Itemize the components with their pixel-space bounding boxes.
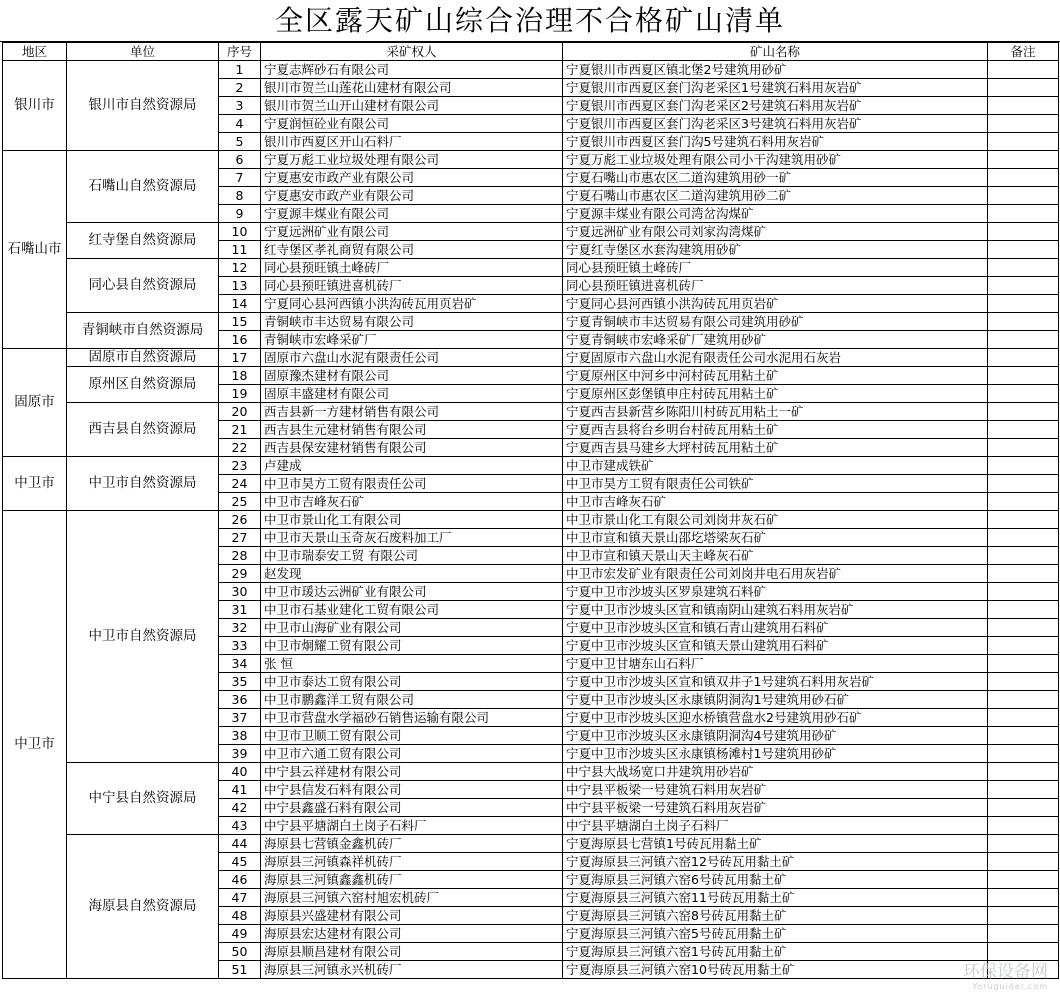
mine-cell: 宁夏红寺堡区水套沟建筑用砂矿 — [563, 241, 988, 259]
holder-cell: 中宁县云祥建材有限公司 — [261, 763, 563, 781]
mine-cell: 宁夏石嘴山市惠农区二道沟建筑用砂二矿 — [563, 187, 988, 205]
seq-cell: 36 — [219, 691, 261, 709]
holder-cell: 海原县三河镇鑫鑫机砖厂 — [261, 871, 563, 889]
note-cell — [988, 763, 1059, 781]
note-cell — [988, 673, 1059, 691]
seq-cell: 33 — [219, 637, 261, 655]
note-cell — [988, 403, 1059, 421]
holder-cell: 中卫市石基业建化工贸有限公司 — [261, 601, 563, 619]
mine-cell: 宁夏中卫市沙坡头区永康镇阴洞沟4号建筑用砂矿 — [563, 727, 988, 745]
holder-cell: 宁夏惠安市政产业有限公司 — [261, 169, 563, 187]
mine-cell: 中宁县平塘湖白土岗子石料厂 — [563, 817, 988, 835]
seq-cell: 42 — [219, 799, 261, 817]
mine-cell: 中宁县平板梁一号建筑石料用灰岩矿 — [563, 781, 988, 799]
seq-cell: 3 — [219, 97, 261, 115]
unit-cell: 青铜峡市自然资源局 — [67, 313, 219, 349]
holder-cell: 宁夏远洲矿业有限公司 — [261, 223, 563, 241]
holder-cell: 银川市贺兰山开山建材有限公司 — [261, 97, 563, 115]
holder-cell: 中卫市吉峰灰石矿 — [261, 493, 563, 511]
note-cell — [988, 709, 1059, 727]
holder-cell: 固原豫杰建材有限公司 — [261, 367, 563, 385]
seq-cell: 17 — [219, 349, 261, 367]
mine-cell: 中卫市吉峰灰石矿 — [563, 493, 988, 511]
mine-cell: 宁夏西吉县将台乡明台村砖瓦用粘土矿 — [563, 421, 988, 439]
page-title: 全区露天矿山综合治理不合格矿山清单 — [0, 0, 1060, 42]
mine-cell: 中卫市昊方工贸有限责任公司铁矿 — [563, 475, 988, 493]
holder-cell: 西吉县保安建材销售有限公司 — [261, 439, 563, 457]
seq-cell: 15 — [219, 313, 261, 331]
holder-cell: 宁夏志辉砂石有限公司 — [261, 61, 563, 79]
unit-cell: 红寺堡自然资源局 — [67, 223, 219, 259]
note-cell — [988, 655, 1059, 673]
note-cell — [988, 601, 1059, 619]
table-row — [3, 223, 1059, 241]
note-cell — [988, 223, 1059, 241]
mine-cell: 宁夏银川市西夏区镇北堡2号建筑用砂矿 — [563, 61, 988, 79]
mine-cell: 宁夏银川市西夏区套门沟5号建筑石料用灰岩矿 — [563, 133, 988, 151]
note-cell — [988, 277, 1059, 295]
mine-cell: 宁夏青铜峡市宏峰采矿厂建筑用砂矿 — [563, 331, 988, 349]
note-cell — [988, 187, 1059, 205]
note-cell — [988, 889, 1059, 907]
region-cell: 石嘴山市 — [3, 151, 67, 349]
mine-cell: 宁夏中卫市沙坡头区宣和镇双井子1号建筑石料用灰岩矿 — [563, 673, 988, 691]
note-cell — [988, 259, 1059, 277]
mine-cell: 中宁县大战场宽口井建筑用砂岩矿 — [563, 763, 988, 781]
holder-cell: 海原县宏达建材有限公司 — [261, 925, 563, 943]
note-cell — [988, 421, 1059, 439]
note-cell — [988, 529, 1059, 547]
note-cell — [988, 691, 1059, 709]
note-cell — [988, 97, 1059, 115]
unit-cell: 银川市自然资源局 — [67, 61, 219, 151]
mine-cell: 宁夏海原县三河镇六窑6号砖瓦用黏土矿 — [563, 871, 988, 889]
header-seq: 序号 — [219, 43, 261, 61]
note-cell — [988, 151, 1059, 169]
unit-cell: 西吉县自然资源局 — [67, 403, 219, 457]
holder-cell: 宁夏惠安市政产业有限公司 — [261, 187, 563, 205]
holder-cell: 中卫市泰达工贸有限公司 — [261, 673, 563, 691]
note-cell — [988, 439, 1059, 457]
holder-cell: 中卫市卫顺工贸有限公司 — [261, 727, 563, 745]
note-cell — [988, 331, 1059, 349]
seq-cell: 39 — [219, 745, 261, 763]
holder-cell: 卢建成 — [261, 457, 563, 475]
note-cell — [988, 907, 1059, 925]
mine-cell: 宁夏远洲矿业有限公司刘家沟湾煤矿 — [563, 223, 988, 241]
holder-cell: 青铜峡市丰达贸易有限公司 — [261, 313, 563, 331]
holder-cell: 银川市贺兰山莲花山建材有限公司 — [261, 79, 563, 97]
note-cell — [988, 565, 1059, 583]
mine-cell: 宁夏西吉县马建乡大坪村砖瓦用粘土矿 — [563, 439, 988, 457]
holder-cell: 中宁县平塘湖白土岗子石料厂 — [261, 817, 563, 835]
mine-cell: 宁夏原州区中河乡中河村砖瓦用粘土矿 — [563, 367, 988, 385]
mine-cell: 宁夏银川市西夏区套门沟老采区3号建筑石料用灰岩矿 — [563, 115, 988, 133]
note-cell — [988, 79, 1059, 97]
seq-cell: 47 — [219, 889, 261, 907]
mine-cell: 中卫市宣和镇天景山邵圪塔梁灰石矿 — [563, 529, 988, 547]
mine-cell: 宁夏海原县三河镇六窑8号砖瓦用黏土矿 — [563, 907, 988, 925]
holder-cell: 宁夏润恒砼业有限公司 — [261, 115, 563, 133]
seq-cell: 14 — [219, 295, 261, 313]
note-cell — [988, 727, 1059, 745]
region-cell: 固原市 — [3, 349, 67, 457]
seq-cell: 16 — [219, 331, 261, 349]
mine-cell: 宁夏石嘴山市惠农区二道沟建筑用砂一矿 — [563, 169, 988, 187]
table-row — [3, 511, 1059, 529]
table-row — [3, 763, 1059, 781]
holder-cell: 宁夏同心县河西镇小洪沟砖瓦用页岩矿 — [261, 295, 563, 313]
note-cell — [988, 637, 1059, 655]
note-cell — [988, 205, 1059, 223]
holder-cell: 青铜峡市宏峰采矿厂 — [261, 331, 563, 349]
mine-cell: 同心县预旺镇进喜机砖厂 — [563, 277, 988, 295]
seq-cell: 10 — [219, 223, 261, 241]
holder-cell: 中卫市瑞泰安工贸 有限公司 — [261, 547, 563, 565]
mine-cell: 中宁县平板梁一号建筑石料用灰岩矿 — [563, 799, 988, 817]
header-holder: 采矿权人 — [261, 43, 563, 61]
holder-cell: 海原县兴盛建材有限公司 — [261, 907, 563, 925]
holder-cell: 赵发现 — [261, 565, 563, 583]
holder-cell: 张 恒 — [261, 655, 563, 673]
holder-cell: 海原县顺昌建材有限公司 — [261, 943, 563, 961]
note-cell — [988, 313, 1059, 331]
table-row — [3, 151, 1059, 169]
table-row — [3, 61, 1059, 79]
seq-cell: 11 — [219, 241, 261, 259]
seq-cell: 9 — [219, 205, 261, 223]
region-cell: 中卫市 — [3, 457, 67, 511]
header-note: 备注 — [988, 43, 1059, 61]
seq-cell: 7 — [219, 169, 261, 187]
holder-cell: 西吉县生元建材销售有限公司 — [261, 421, 563, 439]
holder-cell: 红寺堡区孝礼商贸有限公司 — [261, 241, 563, 259]
seq-cell: 45 — [219, 853, 261, 871]
seq-cell: 13 — [219, 277, 261, 295]
seq-cell: 27 — [219, 529, 261, 547]
holder-cell: 银川市西夏区开山石料厂 — [261, 133, 563, 151]
header-unit: 单位 — [67, 43, 219, 61]
seq-cell: 1 — [219, 61, 261, 79]
mine-cell: 宁夏海原县三河镇六窑11号砖瓦用黏土矿 — [563, 889, 988, 907]
table-body — [3, 61, 1059, 979]
mine-cell: 宁夏原州区彭堡镇申庄村砖瓦用粘土矿 — [563, 385, 988, 403]
mine-cell: 宁夏中卫市沙坡头区永康镇杨滩村1号建筑用砂矿 — [563, 745, 988, 763]
mine-cell: 宁夏银川市西夏区套门沟老采区2号建筑石料用灰岩矿 — [563, 97, 988, 115]
holder-cell: 海原县七营镇金鑫机砖厂 — [261, 835, 563, 853]
holder-cell: 海原县三河镇森祥机砖厂 — [261, 853, 563, 871]
mine-cell: 中卫市宏发矿业有限责任公司刘岗井电石用灰岩矿 — [563, 565, 988, 583]
mine-cell: 宁夏源丰煤业有限公司湾岔沟煤矿 — [563, 205, 988, 223]
table-header-row — [3, 43, 1059, 61]
note-cell — [988, 925, 1059, 943]
seq-cell: 25 — [219, 493, 261, 511]
seq-cell: 24 — [219, 475, 261, 493]
note-cell — [988, 745, 1059, 763]
seq-cell: 40 — [219, 763, 261, 781]
seq-cell: 19 — [219, 385, 261, 403]
seq-cell: 41 — [219, 781, 261, 799]
seq-cell: 6 — [219, 151, 261, 169]
note-cell — [988, 871, 1059, 889]
mine-cell: 宁夏青铜峡市丰达贸易有限公司建筑用砂矿 — [563, 313, 988, 331]
mine-list-table — [2, 42, 1059, 979]
note-cell — [988, 385, 1059, 403]
seq-cell: 4 — [219, 115, 261, 133]
seq-cell: 8 — [219, 187, 261, 205]
holder-cell: 西吉县新一方建材销售有限公司 — [261, 403, 563, 421]
holder-cell: 固原丰盛建材有限公司 — [261, 385, 563, 403]
mine-cell: 宁夏中卫市沙坡头区罗泉建筑石料矿 — [563, 583, 988, 601]
holder-cell: 中卫市山海矿业有限公司 — [261, 619, 563, 637]
unit-cell: 中宁县自然资源局 — [67, 763, 219, 835]
note-cell — [988, 799, 1059, 817]
seq-cell: 31 — [219, 601, 261, 619]
seq-cell: 21 — [219, 421, 261, 439]
holder-cell: 海原县三河镇六窑村旭宏机砖厂 — [261, 889, 563, 907]
note-cell — [988, 241, 1059, 259]
holder-cell: 中卫市景山化工有限公司 — [261, 511, 563, 529]
mine-cell: 同心县预旺镇土峰砖厂 — [563, 259, 988, 277]
mine-cell: 中卫市景山化工有限公司刘岗井灰石矿 — [563, 511, 988, 529]
seq-cell: 28 — [219, 547, 261, 565]
note-cell — [988, 835, 1059, 853]
seq-cell: 2 — [219, 79, 261, 97]
seq-cell: 32 — [219, 619, 261, 637]
note-cell — [988, 295, 1059, 313]
holder-cell: 中宁县鑫盛石料有限公司 — [261, 799, 563, 817]
table-row — [3, 313, 1059, 331]
unit-cell: 固原市自然资源局 — [67, 349, 219, 367]
note-cell — [988, 583, 1059, 601]
note-cell — [988, 511, 1059, 529]
seq-cell: 12 — [219, 259, 261, 277]
note-cell — [988, 367, 1059, 385]
seq-cell: 23 — [219, 457, 261, 475]
region-cell: 银川市 — [3, 61, 67, 151]
unit-cell: 海原县自然资源局 — [67, 835, 219, 979]
seq-cell: 46 — [219, 871, 261, 889]
holder-cell: 中卫市昊方工贸有限责任公司 — [261, 475, 563, 493]
seq-cell: 48 — [219, 907, 261, 925]
mine-cell: 宁夏中卫市沙坡头区永康镇阴洞沟1号建筑用砂石矿 — [563, 691, 988, 709]
mine-cell: 宁夏海原县三河镇六窑5号砖瓦用黏土矿 — [563, 925, 988, 943]
unit-cell: 石嘴山自然资源局 — [67, 151, 219, 223]
mine-cell: 宁夏固原市六盘山水泥有限责任公司水泥用石灰岩 — [563, 349, 988, 367]
mine-cell: 宁夏中卫甘塘东山石料厂 — [563, 655, 988, 673]
watermark — [963, 957, 1048, 991]
holder-cell: 同心县预旺镇进喜机砖厂 — [261, 277, 563, 295]
holder-cell: 中卫市炯耀工贸有限公司 — [261, 637, 563, 655]
unit-cell: 中卫市自然资源局 — [67, 457, 219, 511]
seq-cell: 37 — [219, 709, 261, 727]
holder-cell: 中卫市营盘水学福砂石销售运输有限公司 — [261, 709, 563, 727]
mine-cell: 中卫市宣和镇天景山天主峰灰石矿 — [563, 547, 988, 565]
note-cell — [988, 493, 1059, 511]
mine-cell: 宁夏万彪工业垃圾处理有限公司小干沟建筑用砂矿 — [563, 151, 988, 169]
seq-cell: 50 — [219, 943, 261, 961]
holder-cell: 中卫市天景山玉奇灰石废料加工厂 — [261, 529, 563, 547]
mine-cell: 宁夏银川市西夏区套门沟老采区1号建筑石料用灰岩矿 — [563, 79, 988, 97]
table-row — [3, 457, 1059, 475]
seq-cell: 34 — [219, 655, 261, 673]
mine-cell: 宁夏中卫市沙坡头区迎水桥镇营盘水2号建筑用砂石矿 — [563, 709, 988, 727]
table-row — [3, 259, 1059, 277]
holder-cell: 宁夏万彪工业垃圾处理有限公司 — [261, 151, 563, 169]
table-row — [3, 403, 1059, 421]
mine-cell: 宁夏同心县河西镇小洪沟砖瓦用页岩矿 — [563, 295, 988, 313]
note-cell — [988, 349, 1059, 367]
holder-cell: 宁夏源丰煤业有限公司 — [261, 205, 563, 223]
note-cell — [988, 115, 1059, 133]
mine-cell: 中卫市建成铁矿 — [563, 457, 988, 475]
mine-cell: 宁夏海原县三河镇六窑1号砖瓦用黏土矿 — [563, 943, 988, 961]
note-cell — [988, 61, 1059, 79]
seq-cell: 44 — [219, 835, 261, 853]
holder-cell: 中卫市瑗达云洲矿业有限公司 — [261, 583, 563, 601]
mine-cell: 宁夏西吉县新营乡陈阳川村砖瓦用粘土一矿 — [563, 403, 988, 421]
holder-cell: 同心县预旺镇土峰砖厂 — [261, 259, 563, 277]
seq-cell: 49 — [219, 925, 261, 943]
unit-cell: 中卫市自然资源局 — [67, 511, 219, 763]
seq-cell: 51 — [219, 961, 261, 979]
note-cell — [988, 853, 1059, 871]
note-cell — [988, 817, 1059, 835]
watermark-sub: Yoruguider.com — [972, 982, 1048, 991]
mine-cell: 宁夏海原县三河镇六窑10号砖瓦用黏土矿 — [563, 961, 988, 979]
region-cell: 中卫市 — [3, 511, 67, 979]
seq-cell: 5 — [219, 133, 261, 151]
note-cell — [988, 781, 1059, 799]
note-cell — [988, 547, 1059, 565]
holder-cell: 中宁县信发石料有限公司 — [261, 781, 563, 799]
mine-cell: 宁夏海原县三河镇六窑12号砖瓦用黏土矿 — [563, 853, 988, 871]
table-row — [3, 349, 1059, 367]
holder-cell: 中卫市六通工贸有限公司 — [261, 745, 563, 763]
holder-cell: 中卫市鹏鑫洋工贸有限公司 — [261, 691, 563, 709]
seq-cell: 20 — [219, 403, 261, 421]
seq-cell: 35 — [219, 673, 261, 691]
note-cell — [988, 457, 1059, 475]
holder-cell: 固原市六盘山水泥有限责任公司 — [261, 349, 563, 367]
note-cell — [988, 133, 1059, 151]
seq-cell: 29 — [219, 565, 261, 583]
mine-cell: 宁夏中卫市沙坡头区宣和镇南阴山建筑石料用灰岩矿 — [563, 601, 988, 619]
note-cell — [988, 169, 1059, 187]
table-row — [3, 835, 1059, 853]
header-mine: 矿山名称 — [563, 43, 988, 61]
header-region: 地区 — [3, 43, 67, 61]
note-cell — [988, 475, 1059, 493]
mine-cell: 宁夏海原县七营镇1号砖瓦用黏土矿 — [563, 835, 988, 853]
mine-cell: 宁夏中卫市沙坡头区宣和镇石青山建筑用石料矿 — [563, 619, 988, 637]
watermark-text: 环保设备网 — [963, 962, 1048, 982]
seq-cell: 38 — [219, 727, 261, 745]
seq-cell: 43 — [219, 817, 261, 835]
table-row — [3, 367, 1059, 385]
note-cell — [988, 619, 1059, 637]
seq-cell: 18 — [219, 367, 261, 385]
unit-cell: 原州区自然资源局 — [67, 367, 219, 403]
seq-cell: 22 — [219, 439, 261, 457]
holder-cell: 海原县三河镇永兴机砖厂 — [261, 961, 563, 979]
unit-cell: 同心县自然资源局 — [67, 259, 219, 313]
mine-cell: 宁夏中卫市沙坡头区宣和镇天景山建筑用石料矿 — [563, 637, 988, 655]
seq-cell: 30 — [219, 583, 261, 601]
seq-cell: 26 — [219, 511, 261, 529]
